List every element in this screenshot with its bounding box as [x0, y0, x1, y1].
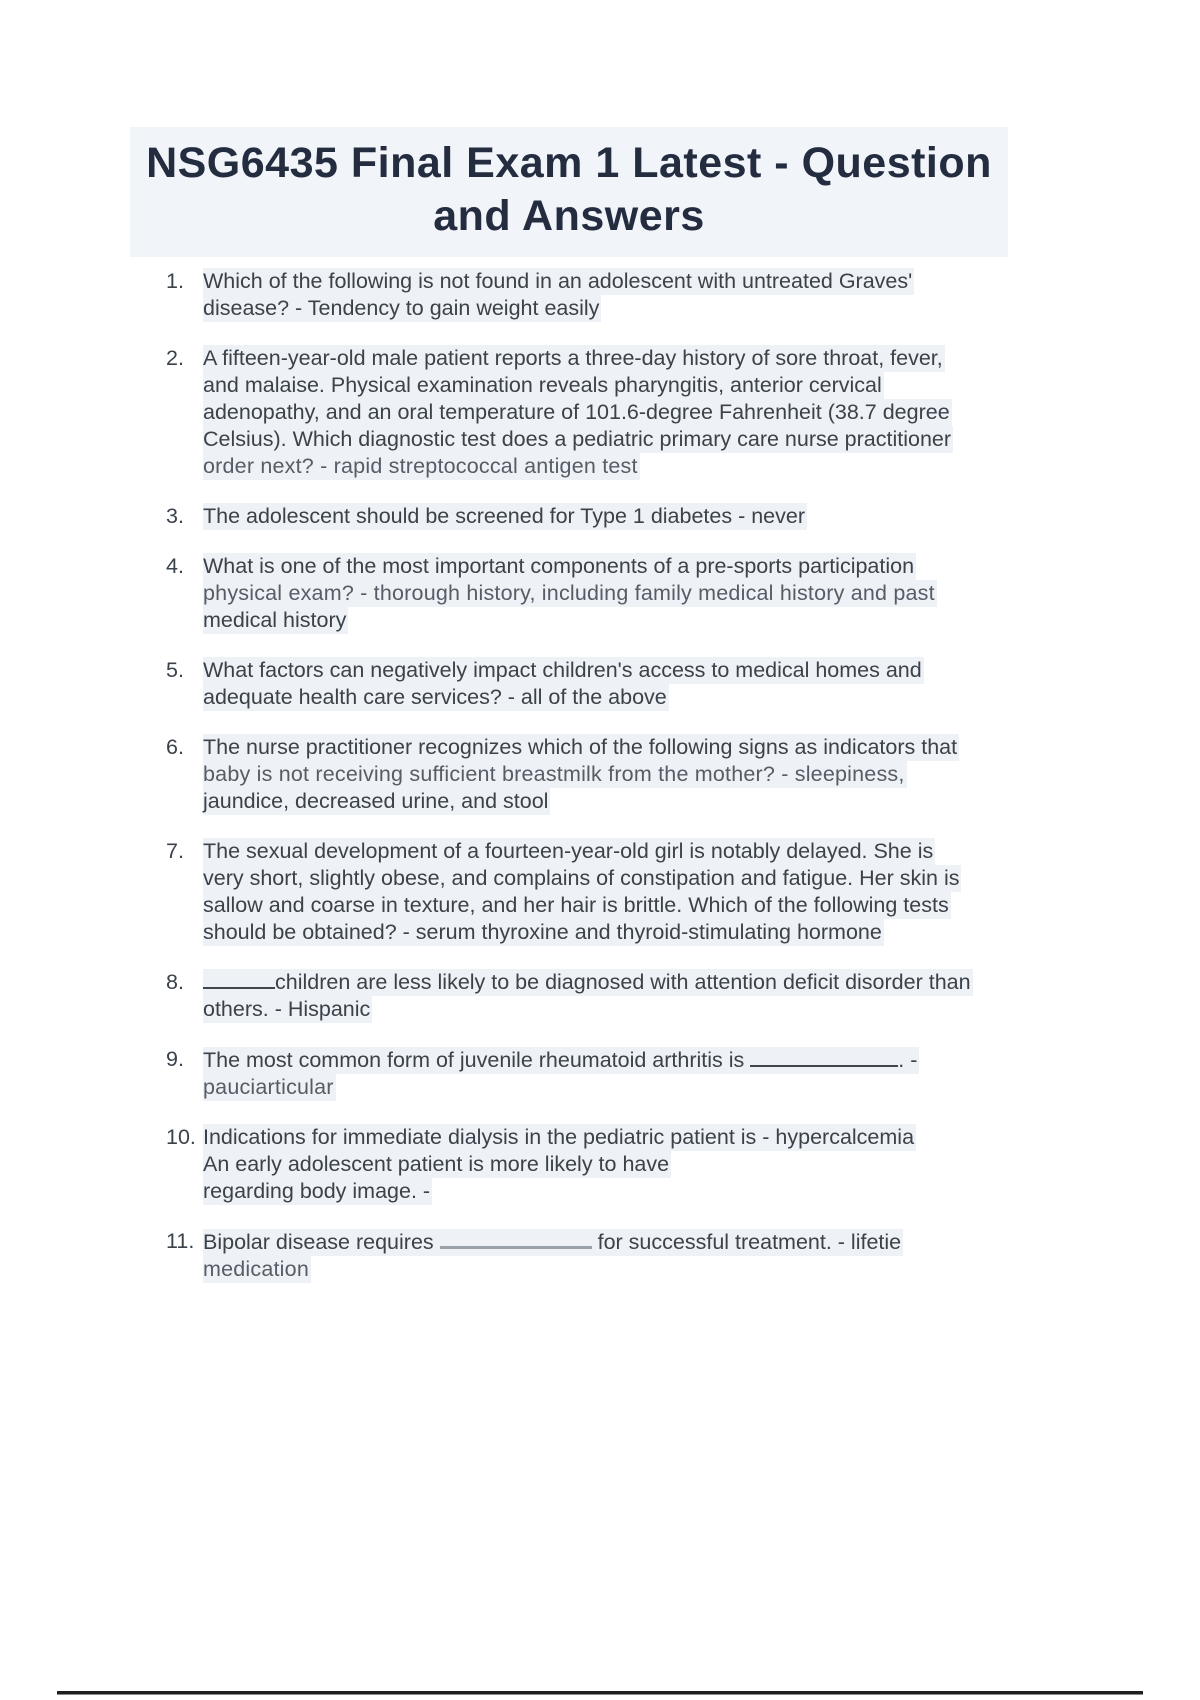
- question-text-line: Which of the following is not found in an adolescent with untreated Graves': [203, 269, 913, 293]
- question-text-block: [203, 1046, 1026, 1100]
- question-text-line: very short, slightly obese, and complains of constipation and fatigue. Her skin is: [203, 866, 960, 890]
- question-number: 4.: [166, 554, 184, 578]
- question-item: [166, 1228, 1026, 1283]
- question-number: 2.: [166, 346, 184, 370]
- question-item: [166, 734, 1026, 815]
- question-text-line: The nurse practitioner recognizes which of the following signs as indicators that: [203, 735, 958, 759]
- question-text-line: medication: [203, 1256, 309, 1281]
- document-title-line1: NSG6435 Final Exam 1 Latest - Question: [146, 139, 992, 187]
- question-item: [166, 553, 1026, 634]
- question-text-line: sallow and coarse in texture, and her hair is brittle. Which of the following tests: [203, 893, 949, 917]
- question-text-line: jaundice, decreased urine, and stool: [203, 789, 549, 813]
- question-text-line: baby is not receiving sufficient breastmilk from the mother? - sleepiness,: [203, 762, 905, 786]
- question-text-line: pauciarticular: [203, 1074, 334, 1099]
- question-text-line: The sexual development of a fourteen-year-old girl is notably delayed. She is: [203, 839, 934, 863]
- question-text-line: medical history: [203, 608, 347, 632]
- question-text-block: [203, 268, 1026, 322]
- question-text-line: order next? - rapid streptococcal antigen test: [203, 454, 638, 478]
- question-text-line: physical exam? - thorough history, including family medical history and past: [203, 581, 935, 605]
- question-item: [166, 1046, 1026, 1100]
- question-text-block: [203, 345, 1026, 480]
- document-title: [130, 127, 1008, 257]
- question-number: 11.: [166, 1228, 195, 1253]
- question-list: [166, 268, 1026, 1306]
- question-text-line: children are less likely to be diagnosed with attention deficit disorder than: [203, 969, 1026, 996]
- question-text-line: The most common form of juvenile rheumatoid arthritis is . -: [203, 1047, 918, 1072]
- answer-blank: [203, 969, 275, 989]
- question-text-line: A fifteen-year-old male patient reports a three-day history of sore throat, fever,: [203, 346, 943, 370]
- question-text-line: others. - Hispanic: [203, 997, 371, 1022]
- question-text-line: Bipolar disease requires for successful treatment. - lifetie: [203, 1228, 1026, 1256]
- question-item: [166, 969, 1026, 1023]
- question-text-line: The adolescent should be screened for Type 1 diabetes - never: [203, 504, 805, 528]
- question-text-block: [203, 553, 1026, 634]
- question-item: [166, 838, 1026, 946]
- page-footer-divider: [57, 1691, 1143, 1695]
- question-text-block: [203, 838, 1026, 946]
- question-text-block: [203, 657, 1026, 711]
- question-text-line: disease? - Tendency to gain weight easily: [203, 296, 600, 320]
- question-text-line: adequate health care services? - all of the above: [203, 685, 667, 709]
- question-text-line: adenopathy, and an oral temperature of 101.6-degree Fahrenheit (38.7 degree: [203, 400, 950, 424]
- question-item: [166, 345, 1026, 480]
- question-item: [166, 1124, 1026, 1205]
- question-text-line: What is one of the most important components of a pre-sports participation: [203, 554, 915, 578]
- document-title-line2: and Answers: [433, 192, 705, 240]
- question-text-block: [203, 503, 1026, 530]
- question-number: 5.: [166, 658, 184, 682]
- question-text-line: An early adolescent patient is more likely to have: [203, 1151, 670, 1176]
- question-number: 8.: [166, 970, 184, 994]
- question-number: 1.: [166, 269, 184, 293]
- question-text-line: should be obtained? - serum thyroxine and thyroid-stimulating hormone: [203, 920, 882, 944]
- question-text-block: [203, 969, 1026, 1023]
- question-text-block: [203, 734, 1026, 815]
- question-item: [166, 268, 1026, 322]
- question-number: 3.: [166, 504, 184, 528]
- question-text-block: [203, 1124, 1026, 1205]
- question-text-line: What factors can negatively impact children's access to medical homes and: [203, 658, 922, 682]
- question-number: 7.: [166, 839, 184, 863]
- answer-blank: [440, 1228, 592, 1249]
- question-item: [166, 503, 1026, 530]
- question-text-block: [203, 1228, 1026, 1283]
- question-number: 10.: [166, 1124, 196, 1149]
- question-text-line: Celsius). Which diagnostic test does a pediatric primary care nurse practitioner: [203, 427, 952, 451]
- question-text-line: and malaise. Physical examination reveals pharyngitis, anterior cervical: [203, 373, 882, 397]
- answer-blank: [750, 1046, 898, 1066]
- question-text-line: regarding body image. -: [203, 1178, 431, 1203]
- question-item: [166, 657, 1026, 711]
- question-number: 9.: [166, 1047, 184, 1072]
- question-text-line: Indications for immediate dialysis in the pediatric patient is - hypercalcemia: [203, 1124, 915, 1149]
- question-number: 6.: [166, 735, 184, 759]
